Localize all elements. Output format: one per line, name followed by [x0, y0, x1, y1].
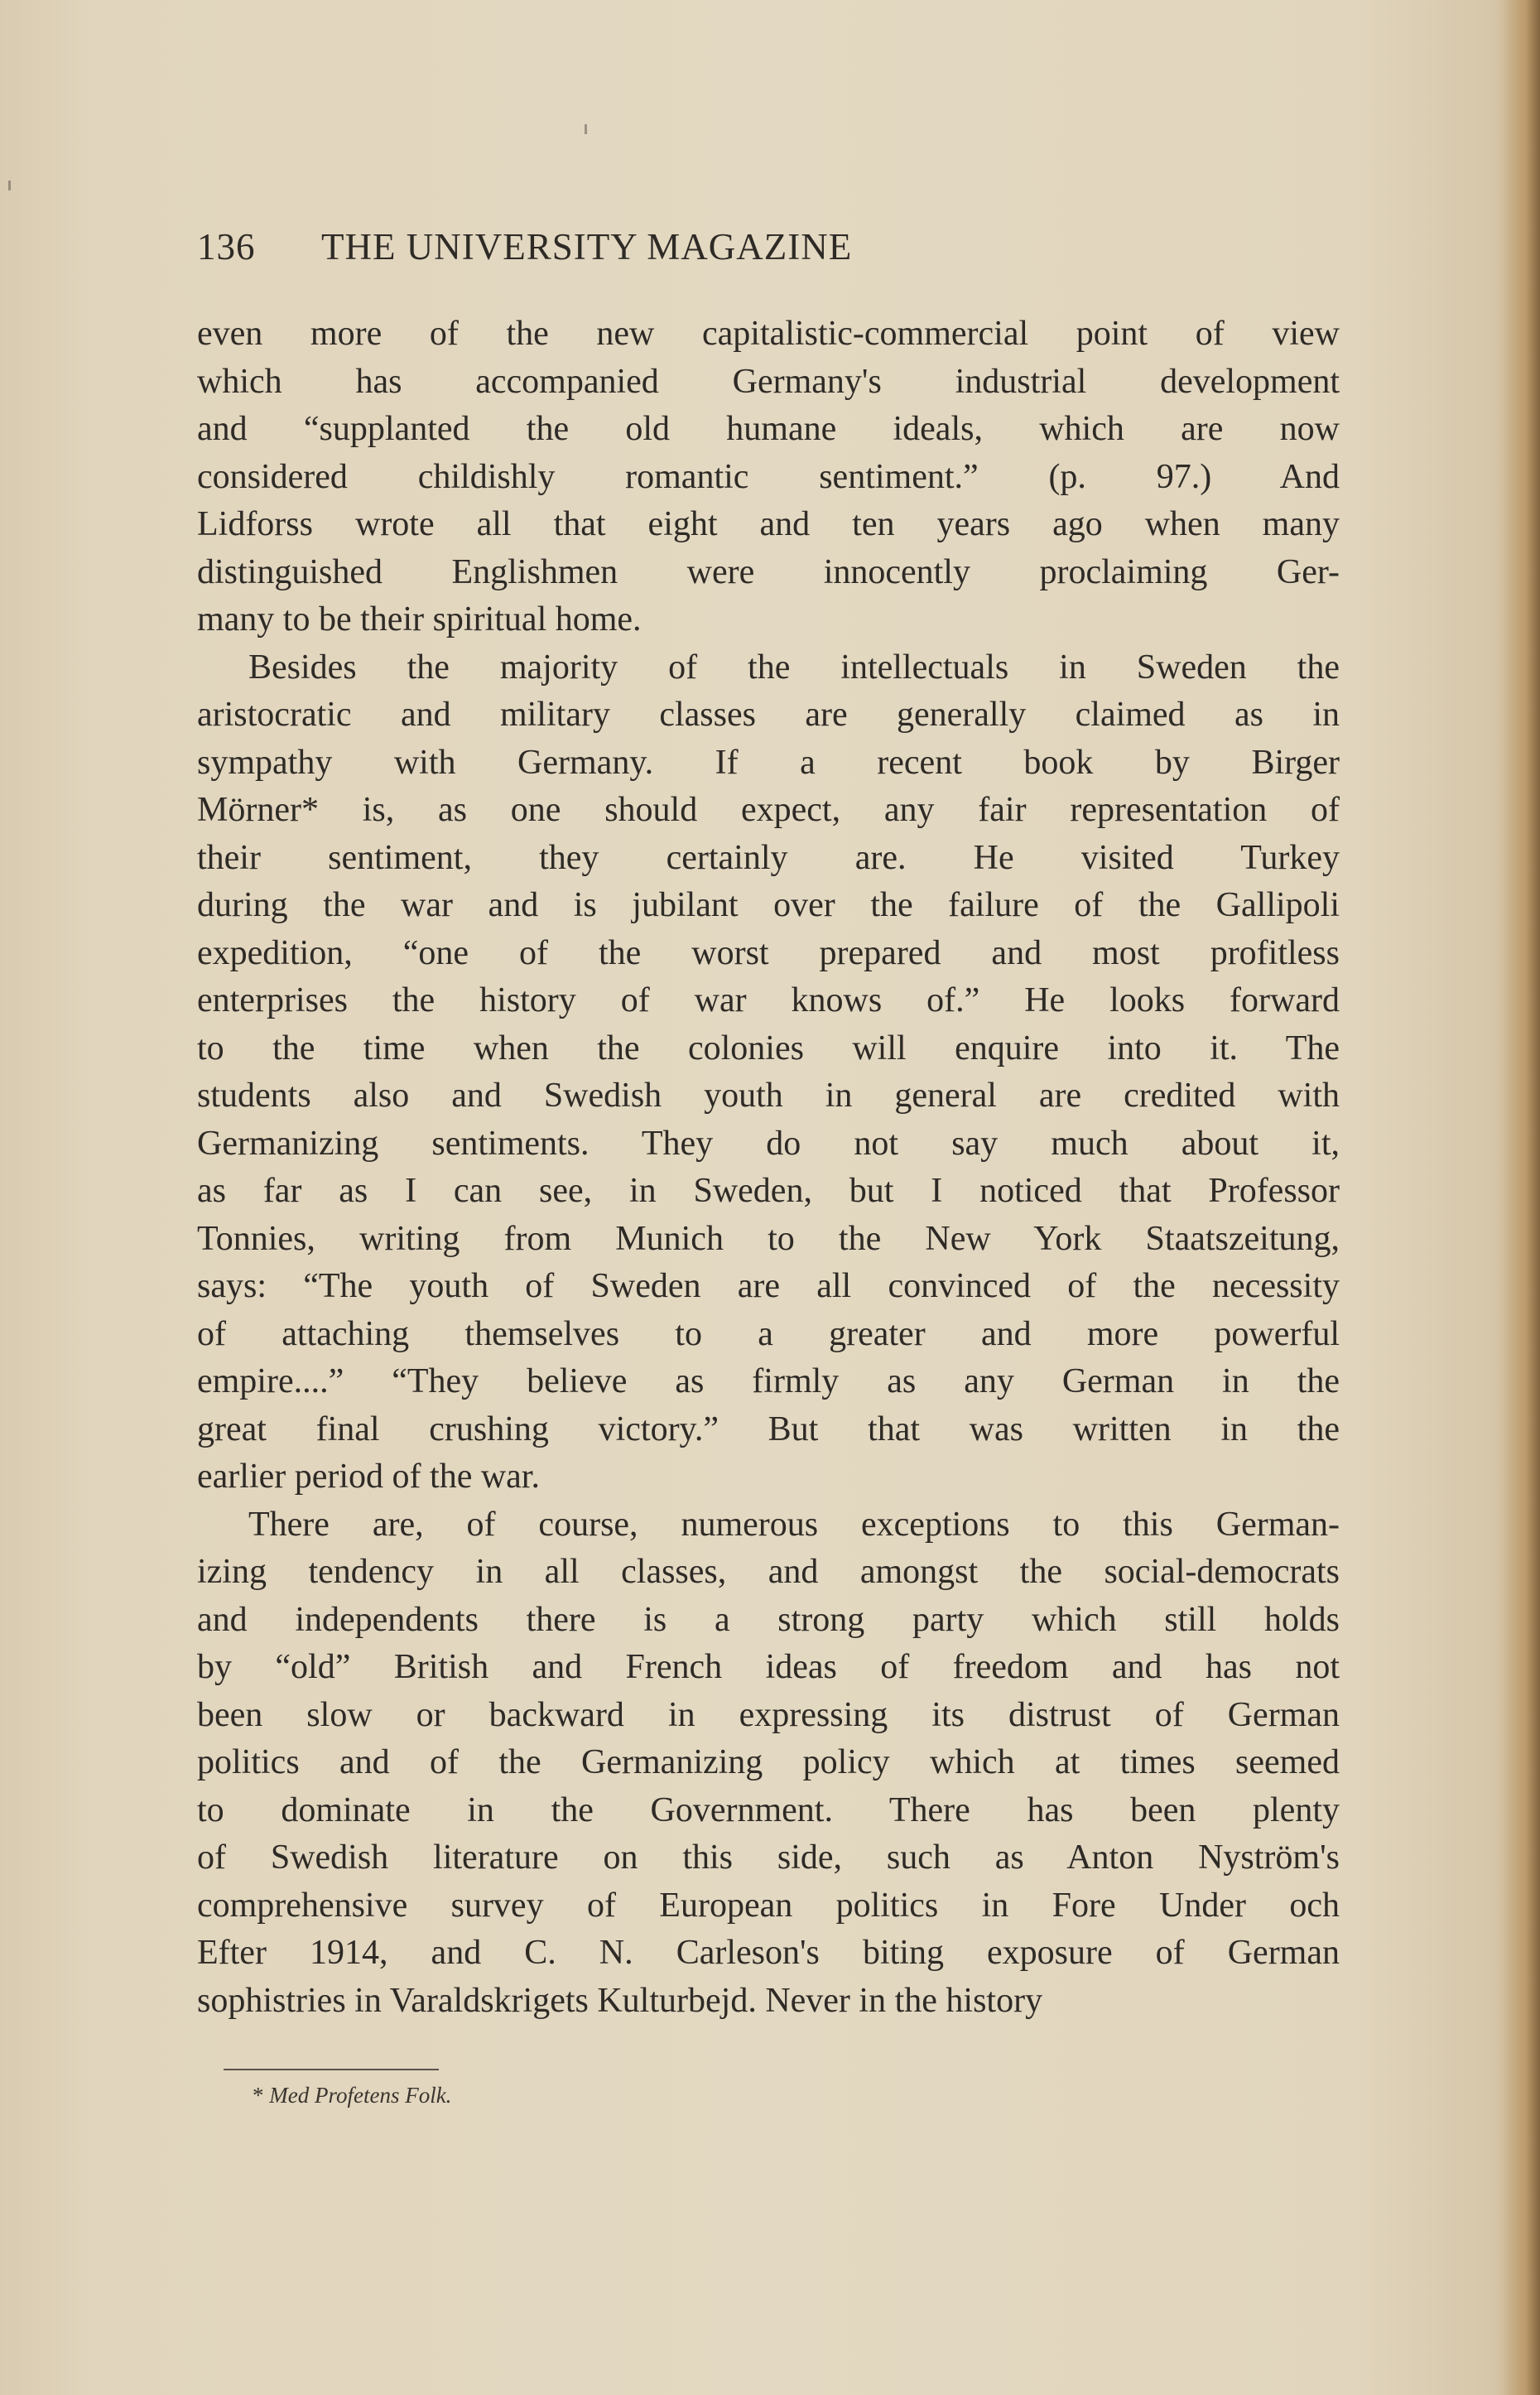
text-line: comprehensive survey of European politics in Fore Under och [197, 1886, 1340, 1925]
text-line: considered childishly romantic sentiment.” (p. 97.) And [197, 457, 1340, 496]
footnote [253, 2083, 451, 2108]
text-line: been slow or backward in expressing its distrust of German [197, 1695, 1340, 1734]
text-line: aristocratic and military classes are generally claimed as in [197, 696, 1340, 734]
footnote-rule [224, 2069, 439, 2070]
page-spine-shadow [1504, 0, 1540, 2395]
text-line: of attaching themselves to a greater and more powerful [197, 1314, 1340, 1353]
text-line: Lidforss wrote all that eight and ten years ago when many [197, 505, 1340, 543]
text-line: by “old” British and French ideas of freedom and has not [197, 1648, 1340, 1686]
paragraph [197, 644, 1340, 1501]
text-line: and independents there is a strong party which still holds [197, 1600, 1340, 1639]
text-line: earlier period of the war. [197, 1458, 540, 1496]
running-title: THE UNIVERSITY MAGAZINE [321, 226, 853, 267]
footnote-marker: * [253, 2083, 264, 2108]
text-line: as far as I can see, in Sweden, but I noticed that Professor [197, 1172, 1340, 1210]
paper-speck [585, 124, 587, 134]
text-line: izing tendency in all classes, and amongst the social-democrats [197, 1553, 1340, 1591]
body-text [197, 311, 1340, 2025]
text-line: which has accompanied Germany's industrial development [197, 362, 1340, 401]
text-line: There are, of course, numerous exceptions to this German- [248, 1505, 1340, 1544]
running-header [197, 225, 1356, 268]
paragraph [197, 1501, 1340, 2026]
text-line: says: “The youth of Sweden are all convinced of the necessity [197, 1267, 1340, 1305]
paper-speck [8, 181, 11, 190]
text-line: to dominate in the Government. There has been plenty [197, 1790, 1340, 1829]
text-line: many to be their spiritual home. [197, 600, 642, 639]
text-line: expedition, “one of the worst prepared and most profitless [197, 933, 1340, 972]
text-line: their sentiment, they certainly are. He visited Turkey [197, 838, 1340, 877]
text-line: to the time when the colonies will enquire into it. The [197, 1029, 1340, 1067]
text-line: Besides the majority of the intellectuals in Sweden the [248, 648, 1340, 687]
text-line: empire....” “They believe as firmly as any German in the [197, 1362, 1340, 1400]
text-line: sophistries in Varaldskrigets Kulturbejd. Never in the history [197, 1981, 1043, 2020]
text-line: distinguished Englishmen were innocently proclaiming Ger- [197, 552, 1340, 591]
paragraph [197, 311, 1340, 644]
text-line: great final crushing victory.” But that was written in the [197, 1410, 1340, 1448]
text-line: Mörner* is, as one should expect, any fair representation of [197, 791, 1340, 829]
page-number: 136 [197, 226, 256, 267]
text-line: Efter 1914, and C. N. Carleson's biting exposure of German [197, 1934, 1340, 1972]
text-line: during the war and is jubilant over the failure of the Gallipoli [197, 886, 1340, 924]
text-line: enterprises the history of war knows of.” He looks forward [197, 981, 1340, 1019]
text-line: of Swedish literature on this side, such as Anton Nyström's [197, 1838, 1340, 1877]
text-line: even more of the new capitalistic-commercial point of view [197, 315, 1340, 353]
footnote-text: Med Profetens Folk. [269, 2083, 452, 2108]
text-line: and “supplanted the old humane ideals, which are now [197, 410, 1340, 448]
text-line: Tonnies, writing from Munich to the New York Staatszeitung, [197, 1219, 1340, 1258]
text-line: sympathy with Germany. If a recent book by Birger [197, 743, 1340, 782]
text-line: politics and of the Germanizing policy which at times seemed [197, 1743, 1340, 1781]
text-line: students also and Swedish youth in general are credited with [197, 1077, 1340, 1115]
text-line: Germanizing sentiments. They do not say much about it, [197, 1124, 1340, 1163]
